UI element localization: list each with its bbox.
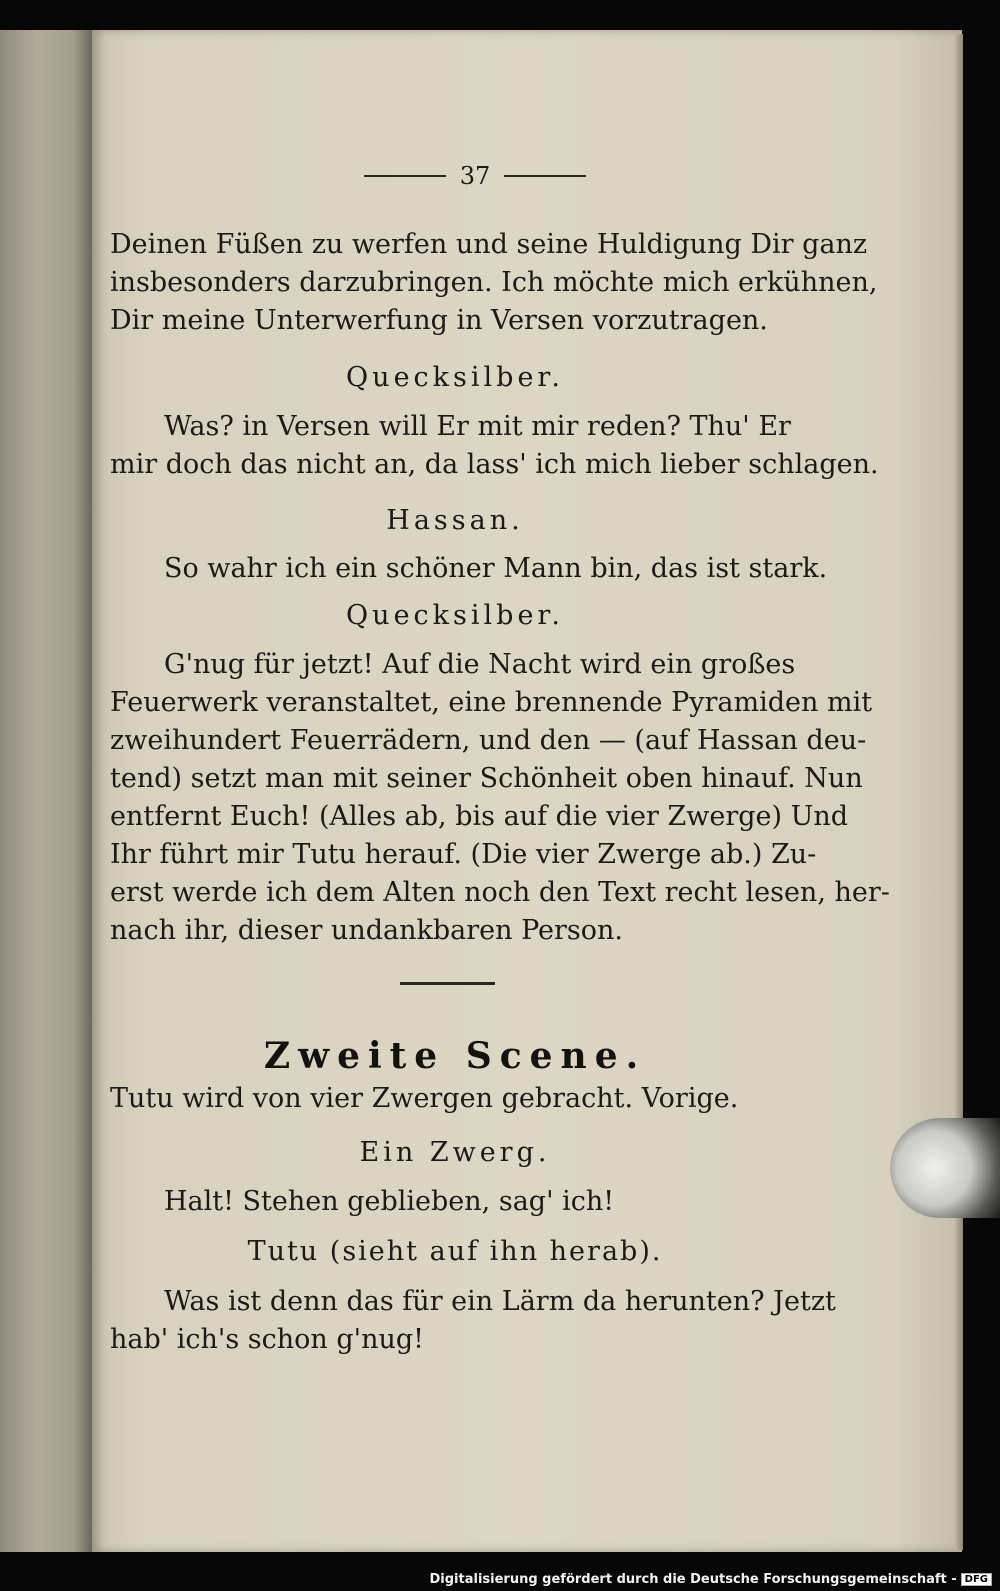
scene-divider xyxy=(400,982,495,985)
text-line: Was ist denn das für ein Lärm da herunten? Jetzt xyxy=(164,1286,836,1317)
paragraph-4 xyxy=(110,646,890,950)
text-line: nach ihr, dieser undankbaren Person. xyxy=(110,915,623,946)
text-line: zweihundert Feuerrädern, und den — (auf Hassan deu- xyxy=(110,725,867,756)
speaker-name: Ein Zwerg. xyxy=(359,1137,551,1168)
dfg-logo-icon: DFG xyxy=(961,1573,992,1586)
text-line: hab' ich's schon g'nug! xyxy=(110,1324,424,1355)
speaker-name: Hassan. xyxy=(386,505,524,536)
left-page-edge xyxy=(0,30,92,1552)
text-line: So wahr ich ein schöner Mann bin, das ist stark. xyxy=(164,553,828,584)
text-line: insbesonders darzubringen. Ich möchte mich erkühnen, xyxy=(110,267,878,298)
footer-text: Digitalisierung gefördert durch die Deutsche Forschungsgemeinschaft - xyxy=(429,1572,957,1587)
page-right-edge xyxy=(955,34,963,1550)
header-rule-right xyxy=(504,175,586,177)
text-line: Was? in Versen will Er mit mir reden? Thu' Er xyxy=(164,411,791,442)
speaker-name: Tutu (sieht auf ihn herab). xyxy=(247,1236,663,1267)
text-line: Deinen Füßen zu werfen und seine Huldigung Dir ganz xyxy=(110,229,868,260)
text-line: mir doch das nicht an, da lass' ich mich lieber schlagen. xyxy=(110,449,879,480)
text-line: G'nug für jetzt! Auf die Nacht wird ein großes xyxy=(164,649,796,680)
text-line: tend) setzt man mit seiner Schönheit oben hinauf. Nun xyxy=(110,763,863,794)
scene-title: Zweite Scene. xyxy=(263,1035,647,1077)
paragraph-6 xyxy=(110,1283,836,1359)
digitization-footer xyxy=(430,1572,993,1587)
page-header xyxy=(360,158,590,194)
paragraph-5 xyxy=(110,1183,800,1221)
text-line: erst werde ich dem Alten noch den Text recht lesen, her- xyxy=(110,877,890,908)
scanner-tab-icon xyxy=(890,1118,1000,1218)
speaker-name: Quecksilber. xyxy=(346,362,564,393)
text-line: Tutu wird von vier Zwergen gebracht. Vorige. xyxy=(110,1083,739,1114)
speaker-name: Quecksilber. xyxy=(346,600,564,631)
text-line: Halt! Stehen geblieben, sag' ich! xyxy=(164,1186,615,1217)
text-line: Ihr führt mir Tutu herauf. (Die vier Zwerge ab.) Zu- xyxy=(110,839,817,870)
text-line: entfernt Euch! (Alles ab, bis auf die vier Zwerge) Und xyxy=(110,801,849,832)
text-line: Dir meine Unterwerfung in Versen vorzutragen. xyxy=(110,305,768,336)
page-number: 37 xyxy=(459,162,491,190)
paragraph-1 xyxy=(110,226,878,340)
text-line: Feuerwerk veranstaltet, eine brennende Pyramiden mit xyxy=(110,687,873,718)
header-rule-left xyxy=(364,175,446,177)
stage-direction xyxy=(110,1080,800,1118)
paragraph-3 xyxy=(110,550,828,588)
paragraph-2 xyxy=(110,408,879,484)
